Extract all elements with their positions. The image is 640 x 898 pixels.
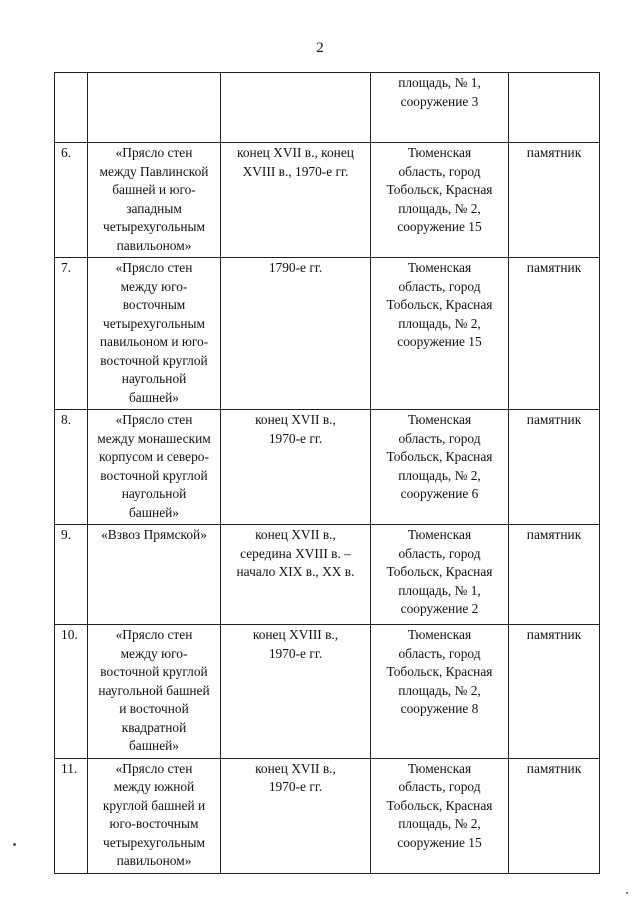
address-cell: Тюменская область, город Тобольск, Красная площадь, № 1, сооружение 2 bbox=[371, 525, 509, 625]
table-row bbox=[55, 625, 600, 759]
address-cell: Тюменская область, город Тобольск, Красная площадь, № 2, сооружение 15 bbox=[371, 143, 509, 258]
category-cell: памятник bbox=[509, 525, 600, 625]
scan-speck bbox=[626, 892, 628, 894]
category-cell: памятник bbox=[509, 410, 600, 525]
row-number-cell: 7. bbox=[55, 258, 88, 410]
row-number-cell: 6. bbox=[55, 143, 88, 258]
heritage-registry-table bbox=[54, 72, 600, 874]
table-row bbox=[55, 258, 600, 410]
dating-cell: 1790-е гг. bbox=[221, 258, 371, 410]
row-number-cell bbox=[55, 73, 88, 143]
dating-cell: конец XVII в., 1970-е гг. bbox=[221, 758, 371, 873]
row-number-cell: 8. bbox=[55, 410, 88, 525]
object-name-cell: «Прясло стен между юго- восточным четырехугольным павильоном и юго- восточной круглой наугольной башней» bbox=[88, 258, 221, 410]
page-number: 2 bbox=[316, 40, 324, 56]
dating-cell: конец XVIII в., 1970-е гг. bbox=[221, 625, 371, 759]
table-row bbox=[55, 525, 600, 625]
object-name-cell: «Прясло стен между монашеским корпусом и северо- восточной круглой наугольной башней» bbox=[88, 410, 221, 525]
table-row bbox=[55, 143, 600, 258]
table-row bbox=[55, 758, 600, 873]
object-name-cell bbox=[88, 73, 221, 143]
category-cell bbox=[509, 73, 600, 143]
row-number-cell: 10. bbox=[55, 625, 88, 759]
row-number-cell: 9. bbox=[55, 525, 88, 625]
address-cell: площадь, № 1, сооружение 3 bbox=[371, 73, 509, 143]
dating-cell: конец XVII в., 1970-е гг. bbox=[221, 410, 371, 525]
object-name-cell: «Прясло стен между юго- восточной круглой наугольной башней и восточной квадратной башней» bbox=[88, 625, 221, 759]
address-cell: Тюменская область, город Тобольск, Красная площадь, № 2, сооружение 15 bbox=[371, 758, 509, 873]
dating-cell: конец XVII в., конец XVIII в., 1970-е гг. bbox=[221, 143, 371, 258]
address-cell: Тюменская область, город Тобольск, Красная площадь, № 2, сооружение 15 bbox=[371, 258, 509, 410]
address-cell: Тюменская область, город Тобольск, Красная площадь, № 2, сооружение 8 bbox=[371, 625, 509, 759]
object-name-cell: «Взвоз Прямской» bbox=[88, 525, 221, 625]
object-name-cell: «Прясло стен между Павлинской башней и юго- западным четырехугольным павильоном» bbox=[88, 143, 221, 258]
category-cell: памятник bbox=[509, 258, 600, 410]
row-number-cell: 11. bbox=[55, 758, 88, 873]
table-row bbox=[55, 73, 600, 143]
object-name-cell: «Прясло стен между южной круглой башней и юго-восточным четырехугольным павильоном» bbox=[88, 758, 221, 873]
address-cell: Тюменская область, город Тобольск, Красная площадь, № 2, сооружение 6 bbox=[371, 410, 509, 525]
dating-cell: конец XVII в., середина XVIII в. – начало XIX в., XX в. bbox=[221, 525, 371, 625]
table-row bbox=[55, 410, 600, 525]
category-cell: памятник bbox=[509, 625, 600, 759]
scan-speck bbox=[13, 843, 16, 846]
dating-cell bbox=[221, 73, 371, 143]
category-cell: памятник bbox=[509, 143, 600, 258]
category-cell: памятник bbox=[509, 758, 600, 873]
